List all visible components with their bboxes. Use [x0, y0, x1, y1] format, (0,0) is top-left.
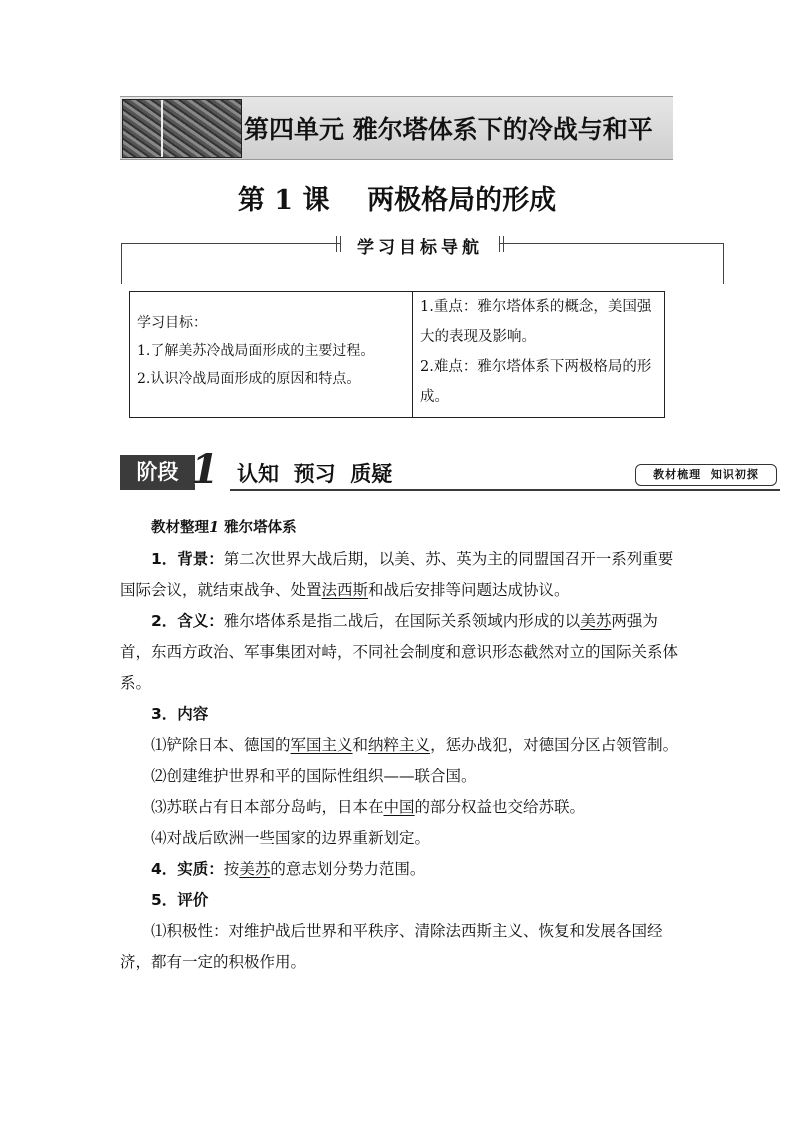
underlined-answer: 中国	[383, 798, 415, 816]
paragraph-meaning	[120, 606, 680, 699]
section-title: 雅尔塔体系	[224, 520, 297, 536]
paragraph-label: 3．内容	[151, 705, 209, 723]
section-heading	[120, 512, 680, 544]
underlined-answer: 法西斯	[321, 581, 369, 599]
underlined-answer: 军国主义	[290, 736, 353, 754]
unit-banner	[120, 96, 673, 160]
text-span: 的意志划分势力范围。	[270, 860, 426, 878]
content-item-4: ⑷对战后欧洲一些国家的边界重新划定。	[151, 829, 431, 847]
paragraph-essence	[120, 854, 680, 885]
paragraph-evaluation-heading	[120, 885, 680, 916]
text-span: 和战后安排等问题达成协议。	[368, 581, 570, 599]
paragraph-label: 2．含义：	[151, 612, 224, 630]
banner-photo	[122, 99, 242, 158]
stage-title: 认知 预习 质疑	[237, 461, 393, 486]
underlined-answer: 美苏	[580, 612, 612, 630]
text-span: 雅尔塔体系是指二战后，在国际关系领域内形成的以	[223, 612, 581, 630]
text-span: 第二次世界大战后期，以美、苏、英为主的同盟国召开一系列重要国际会议，就结束战争、处置	[120, 550, 674, 599]
paragraph-label: 1．背景：	[151, 550, 224, 568]
objectives-right-cell	[413, 292, 664, 417]
content-item-3	[120, 792, 680, 823]
paragraph-label: 5．评价	[151, 891, 209, 909]
text-span: 和	[352, 736, 369, 754]
difficulty-point: 2.难点：雅尔塔体系下两极格局的形成。	[420, 359, 652, 405]
paragraph-content-heading	[120, 699, 680, 730]
objectives-left-cell	[130, 292, 413, 417]
nav-title: 学习目标导航	[340, 233, 500, 257]
content-item-2: ⑵创建维护世界和平的国际性组织——联合国。	[151, 767, 477, 785]
text-span: 的部分权益也交给苏联。	[414, 798, 586, 816]
section-label: 教材整理	[151, 520, 209, 536]
objectives-table	[129, 291, 665, 418]
objective-item: 2.认识冷战局面形成的原因和特点。	[137, 371, 361, 387]
text-span: 按	[223, 860, 240, 878]
stage-label: 阶段	[120, 455, 195, 490]
paragraph-label: 4．实质：	[151, 860, 224, 878]
unit-title: 第四单元 雅尔塔体系下的冷战与和平	[244, 115, 653, 144]
stage-tag: 教材梳理 知识初探	[635, 464, 777, 486]
key-point: 1.重点：雅尔塔体系的概念，美国强大的表现及影响。	[420, 299, 652, 345]
stage-bar	[120, 446, 780, 493]
section-number: 1	[209, 519, 220, 536]
content-body	[120, 512, 680, 978]
text-span: ，惩办战犯，对德国分区占领管制。	[430, 736, 679, 754]
content-item-1	[120, 730, 680, 761]
evaluation-item-1: ⑴积极性：对维护战后世界和平秩序、清除法西斯主义、恢复和发展各国经济，都有一定的积极作用。	[120, 922, 663, 971]
underlined-answer: 美苏	[239, 860, 271, 878]
text-span: 两强为首，东西方政治、军事集团对峙，不同社会制度和意识形态截然对立的国际关系体系。	[120, 612, 679, 692]
stage-number: 1	[191, 446, 219, 493]
objective-item: 1.了解美苏冷战局面形成的主要过程。	[137, 343, 375, 359]
lesson-title: 第 1 课 两极格局的形成	[237, 185, 557, 216]
text-span: ⑶苏联占有日本部分岛屿，日本在	[151, 798, 384, 816]
stage-underline	[230, 489, 780, 491]
text-span: ⑴铲除日本、德国的	[151, 736, 291, 754]
objectives-heading: 学习目标：	[137, 315, 207, 331]
paragraph-background	[120, 544, 680, 606]
underlined-answer: 纳粹主义	[368, 736, 431, 754]
